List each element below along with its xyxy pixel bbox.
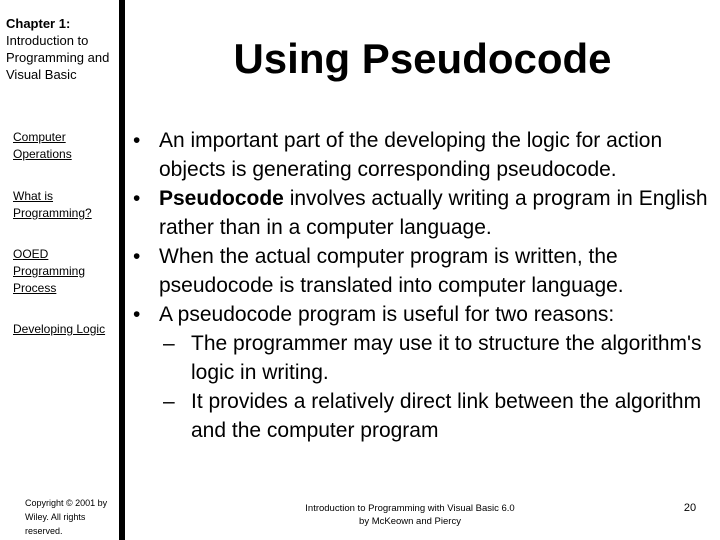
bullet-text: An important part of the developing the logic for action objects is generating corresponding pseudocode. <box>159 129 663 181</box>
page-number: 20 <box>683 502 697 514</box>
bullet-icon: • <box>133 303 141 326</box>
bullet-bold-term: Pseudocode <box>159 187 284 210</box>
bullet-item <box>133 300 713 329</box>
sub-bullet-item <box>133 329 713 387</box>
dash-icon: – <box>163 390 175 413</box>
nav-link-developing-logic[interactable]: Developing Logic <box>13 322 106 336</box>
bullet-text: When the actual computer program is written, the pseudocode is translated into computer language. <box>159 245 624 297</box>
bullet-item <box>133 184 713 242</box>
slide-content <box>133 126 713 445</box>
nav-link-what-is-programming[interactable]: What is Programming? <box>13 189 92 220</box>
sub-bullet-text: It provides a relatively direct link between the algorithm and the computer program <box>191 390 702 442</box>
bullet-icon: • <box>133 129 141 152</box>
slide-title: Using Pseudocode <box>233 35 612 82</box>
chapter-heading <box>6 15 116 83</box>
sidebar <box>0 0 119 540</box>
chapter-title: Introduction to Programming and Visual Basic <box>6 33 110 82</box>
bullet-item <box>133 242 713 300</box>
copyright-notice: Copyright © 2001 by Wiley. All rights reserved. <box>25 498 108 536</box>
bullet-icon: • <box>133 245 141 268</box>
bullet-icon: • <box>133 187 141 210</box>
nav-link-ooed-programming-process[interactable]: OOED Programming Process <box>13 247 86 295</box>
nav-link-computer-operations[interactable]: Computer Operations <box>13 130 72 161</box>
sub-bullet-text: The programmer may use it to structure the algorithm's logic in writing. <box>191 332 702 384</box>
bullet-item <box>133 126 713 184</box>
sub-bullet-item <box>133 387 713 445</box>
dash-icon: – <box>163 332 175 355</box>
bullet-text: A pseudocode program is useful for two reasons: <box>159 303 615 326</box>
bullet-text: involves actually writing a program in English rather than in a computer language. <box>159 187 708 239</box>
footer-citation: Introduction to Programming with Visual Basic 6.0 by McKeown and Piercy <box>305 503 515 527</box>
chapter-label: Chapter 1: <box>6 16 71 31</box>
